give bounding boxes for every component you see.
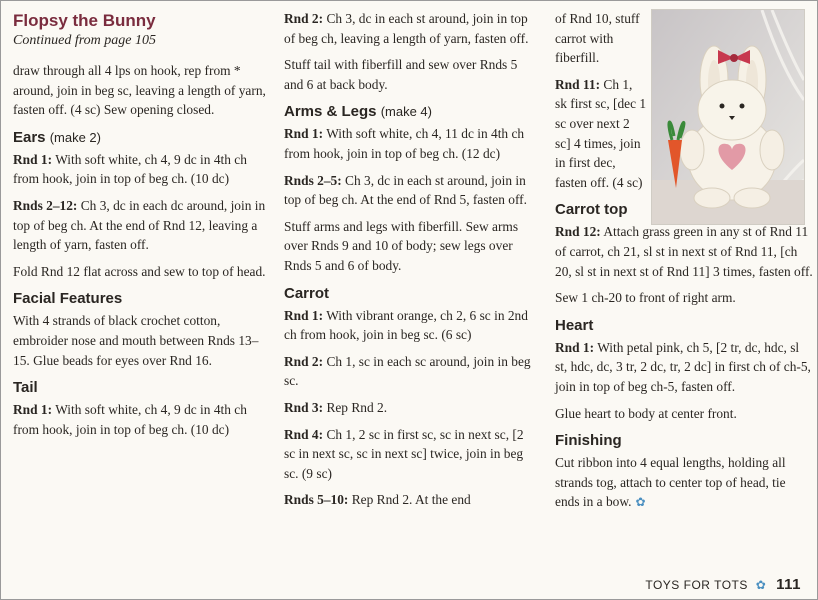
column-2: [284, 9, 536, 517]
section-name: TOYS FOR TOTS: [645, 578, 748, 592]
carrot-rnd3: Rnd 3: Rep Rnd 2.: [284, 399, 388, 415]
facial-features-heading: Facial Features: [13, 290, 123, 308]
continued-note: Continued from page 105: [13, 33, 156, 48]
page-footer: [645, 576, 801, 593]
page-title: Flopsy the Bunny: [13, 11, 156, 30]
tail-rnd1: Rnd 1: With soft white, ch 4, 9 dc in 4th ch from hook, join in top of beg ch. (10 dc): [13, 402, 247, 437]
column-3: [555, 9, 813, 520]
carrot-rnd1: Rnd 1: With vibrant orange, ch 2, 6 sc in 2nd ch from hook, join in beg sc. (6 sc): [284, 307, 528, 343]
ears-rnds-2-12: Rnds 2–12: Ch 3, dc in each dc around, join in top of beg ch. At the end of Rnd 12, leaving a length of yarn, fasten off.: [13, 197, 266, 253]
finishing-heading: Finishing: [555, 432, 622, 450]
star-icon: ✿: [635, 495, 646, 510]
page-number: 111: [776, 576, 801, 593]
ears-heading: Ears (make 2): [13, 128, 101, 146]
heart-rnd1: Rnd 1: With petal pink, ch 5, [2 tr, dc, hdc, sl st, hdc, dc, 3 tr, 2 dc, tr, 2 dc] in first ch of ch-5, join in top of beg ch-5, fasten off.: [555, 339, 811, 394]
tail-heading: Tail: [13, 379, 38, 397]
heart-glue: Glue heart to body at center front.: [555, 405, 737, 421]
carrot-rnd4: Rnd 4: Ch 1, 2 sc in first sc, sc in next sc, [2 sc in next sc, sc in next sc] twice, join in beg sc. (9 sc): [284, 426, 524, 481]
tail-rnd2: Rnd 2: Ch 3, dc in each st around, join in top of beg ch, leaving a length of yarn, fasten off.: [284, 11, 529, 46]
arms-rnds-2-5: Rnds 2–5: Ch 3, dc in each st around, join in top of beg ch. At the end of Rnd 5, fasten off.: [284, 172, 527, 208]
ears-fold: Fold Rnd 12 flat across and sew to top of head.: [13, 263, 266, 279]
arms-rnd1: Rnd 1: With soft white, ch 4, 11 dc in 4th ch from hook, join in top of beg ch. (12 dc): [284, 126, 525, 161]
ears-rnd1: Rnd 1: With soft white, ch 4, 9 dc in 4th ch from hook, join in top of beg ch. (10 dc): [13, 151, 247, 187]
carrot-heading: Carrot: [284, 284, 330, 302]
heart-heading: Heart: [555, 316, 594, 334]
finishing-text: Cut ribbon into 4 equal lengths, holding all strands tog, attach to center top of head, tie ends in a bow. ✿: [555, 455, 786, 510]
carrot-rnd10-continued: of Rnd 10, stuff carrot with fiberfill.: [555, 11, 640, 66]
carrot-top-rnd12: Rnd 12: Attach grass green in any st of Rnd 11 of carrot, ch 21, sl st in next st of Rnd 11, [ch 20, sl st in next st of Rnd 11] 3 times, fasten off.: [555, 224, 813, 279]
intro-paragraph: draw through all 4 lps on hook, rep from * around, join in beg sc, leaving a length of yarn, fasten off. (4 sc) Sew opening closed.: [13, 63, 266, 118]
carrot-rnd2: Rnd 2: Ch 1, sc in each sc around, join in beg sc.: [284, 353, 531, 389]
stuff-tail: Stuff tail with fiberfill and sew over Rnds 5 and 6 at back body.: [284, 57, 518, 92]
carrot-top-heading: Carrot top: [555, 201, 628, 219]
column-1: [13, 9, 275, 446]
carrot-rnds-5-10: Rnds 5–10: Rep Rnd 2. At the end: [284, 492, 471, 508]
arms-stuff: Stuff arms and legs with fiberfill. Sew arms over Rnds 9 and 10 of body; sew legs over Rnds 5 and 6 of body.: [284, 218, 519, 273]
star-icon: ✿: [755, 578, 767, 592]
facial-features-text: With 4 strands of black crochet cotton, embroider nose and mouth between Rnds 13–15. Glue beads for eyes over Rnd 16.: [13, 313, 259, 368]
carrot-rnd11: Rnd 11: Ch 1, sk first sc, [dec 1 sc over next 2 sc] 4 times, join in first dec, fasten off. (4 sc): [555, 76, 647, 190]
arms-legs-heading: Arms & Legs (make 4): [284, 103, 432, 121]
carrot-top-sew: Sew 1 ch-20 to front of right arm.: [555, 290, 736, 306]
